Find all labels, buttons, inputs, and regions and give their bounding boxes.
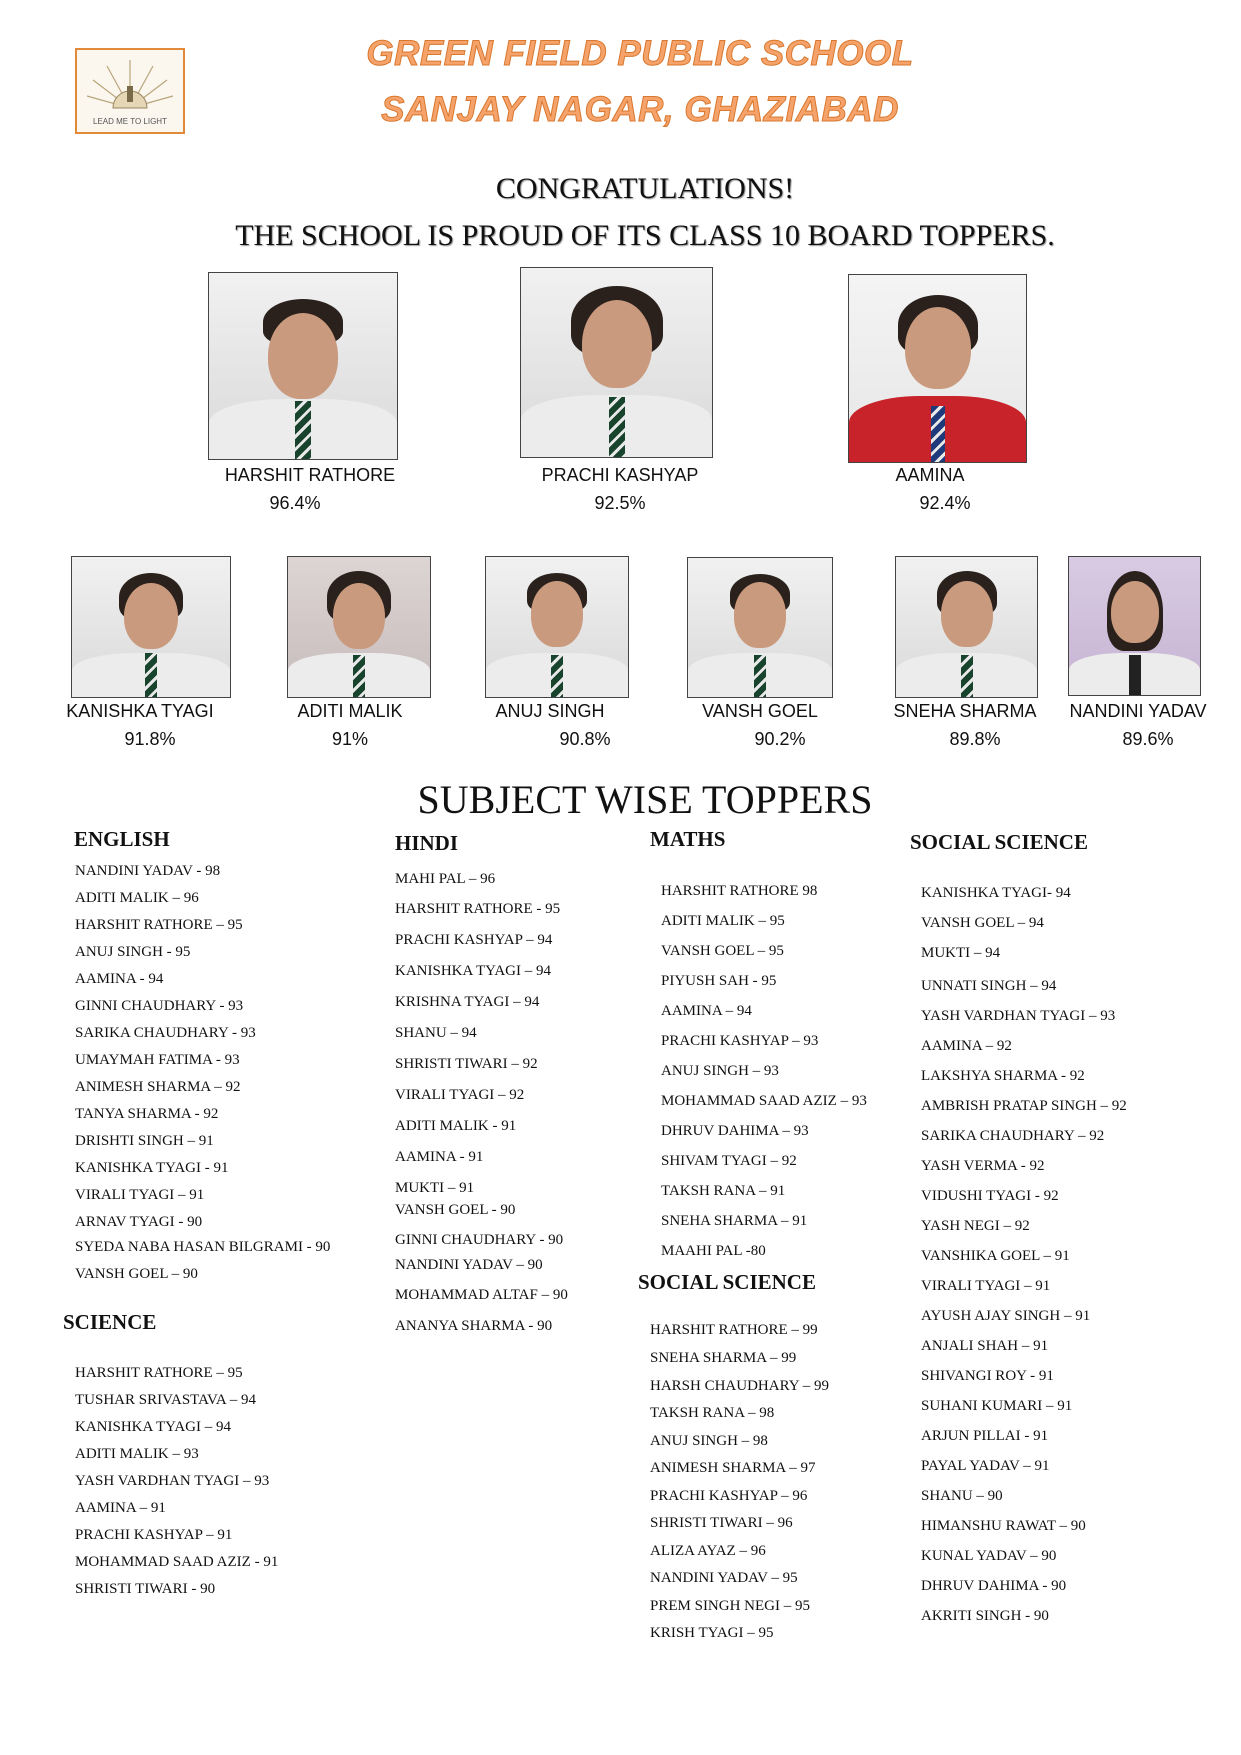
topper-entry: KANISHKA TYAGI- 94: [921, 885, 1071, 901]
topper-photo: [1068, 556, 1201, 696]
topper-entry: SHRISTI TIWARI - 90: [75, 1581, 216, 1597]
topper-entry: YASH NEGI – 92: [921, 1218, 1030, 1234]
topper-entry: VANSH GOEL – 95: [661, 943, 784, 959]
topper-entry: AKRITI SINGH - 90: [921, 1608, 1049, 1624]
topper-entry: HARSHIT RATHORE – 95: [75, 1365, 243, 1381]
school-address: SANJAY NAGAR, GHAZIABAD: [381, 90, 899, 129]
topper-entry: ADITI MALIK - 91: [395, 1118, 517, 1134]
topper-entry: SARIKA CHAUDHARY – 92: [921, 1128, 1105, 1144]
topper-name: ANUJ SINGH: [495, 701, 605, 721]
topper-score: 96.4%: [269, 493, 321, 513]
topper-entry: KRISHNA TYAGI – 94: [395, 994, 540, 1010]
topper-photo: [848, 274, 1027, 463]
topper-entry: GINNI CHAUDHARY - 93: [75, 998, 244, 1014]
topper-entry: HARSHIT RATHORE - 95: [395, 901, 561, 917]
topper-entry: AYUSH AJAY SINGH – 91: [921, 1308, 1091, 1324]
topper-entry: YASH VARDHAN TYAGI – 93: [921, 1008, 1116, 1024]
topper-entry: ANUJ SINGH – 98: [650, 1433, 768, 1449]
topper-entry: DRISHTI SINGH – 91: [75, 1133, 214, 1149]
topper-photo: [895, 556, 1038, 698]
topper-entry: VIRALI TYAGI – 91: [75, 1187, 205, 1203]
topper-entry: VANSH GOEL - 90: [395, 1202, 516, 1218]
school-logo: [75, 48, 185, 134]
topper-entry: SHIVANGI ROY - 91: [921, 1368, 1054, 1384]
topper-entry: SHRISTI TIWARI – 96: [650, 1515, 793, 1531]
topper-entry: KANISHKA TYAGI - 91: [75, 1160, 229, 1176]
topper-entry: HARSHIT RATHORE – 99: [650, 1322, 818, 1338]
topper-entry: ANIMESH SHARMA – 92: [75, 1079, 241, 1095]
topper-entry: ANUJ SINGH – 93: [661, 1063, 779, 1079]
topper-entry: TUSHAR SRIVASTAVA – 94: [75, 1392, 256, 1408]
topper-entry: HARSHIT RATHORE 98: [661, 883, 818, 899]
subject-wise-heading: SUBJECT WISE TOPPERS: [417, 777, 873, 822]
topper-score: 91.8%: [124, 729, 176, 749]
topper-name: HARSHIT RATHORE: [224, 465, 396, 485]
topper-entry: ANJALI SHAH – 91: [921, 1338, 1049, 1354]
topper-entry: PREM SINGH NEGI – 95: [650, 1598, 811, 1614]
topper-photo: [520, 267, 713, 458]
topper-score: 92.5%: [594, 493, 646, 513]
topper-entry: SNEHA SHARMA – 99: [650, 1350, 797, 1366]
topper-entry: ARJUN PILLAI - 91: [921, 1428, 1049, 1444]
topper-entry: AAMINA - 94: [75, 971, 164, 987]
topper-entry: DHRUV DAHIMA - 90: [921, 1578, 1067, 1594]
topper-entry: SYEDA NABA HASAN BILGRAMI - 90: [75, 1239, 331, 1255]
topper-entry: ADITI MALIK – 93: [75, 1446, 199, 1462]
topper-entry: SUHANI KUMARI – 91: [921, 1398, 1073, 1414]
topper-entry: HARSH CHAUDHARY – 99: [650, 1378, 830, 1394]
topper-entry: PRACHI KASHYAP – 91: [75, 1527, 233, 1543]
topper-entry: AAMINA – 92: [921, 1038, 1012, 1054]
topper-entry: ANANYA SHARMA - 90: [395, 1318, 553, 1334]
topper-entry: KANISHKA TYAGI – 94: [395, 963, 551, 979]
topper-entry: ADITI MALIK – 95: [661, 913, 785, 929]
topper-entry: NANDINI YADAV – 95: [650, 1570, 798, 1586]
topper-entry: MUKTI – 94: [921, 945, 1001, 961]
topper-entry: MAHI PAL – 96: [395, 871, 496, 887]
topper-entry: VIRALI TYAGI – 91: [921, 1278, 1051, 1294]
topper-entry: MUKTI – 91: [395, 1180, 475, 1196]
topper-entry: ANUJ SINGH - 95: [75, 944, 191, 960]
topper-photo: [71, 556, 231, 698]
topper-entry: SHRISTI TIWARI – 92: [395, 1056, 538, 1072]
topper-entry: GINNI CHAUDHARY - 90: [395, 1232, 564, 1248]
topper-score: 89.6%: [1122, 729, 1174, 749]
topper-entry: VANSH GOEL – 94: [921, 915, 1044, 931]
topper-entry: VANSHIKA GOEL – 91: [921, 1248, 1070, 1264]
congratulations-heading: CONGRATULATIONS!: [495, 172, 795, 205]
topper-photo: [208, 272, 398, 460]
topper-entry: VIRALI TYAGI – 92: [395, 1087, 525, 1103]
topper-entry: PAYAL YADAV – 91: [921, 1458, 1050, 1474]
topper-entry: AAMINA – 94: [661, 1003, 752, 1019]
topper-entry: SHANU – 90: [921, 1488, 1003, 1504]
topper-entry: NANDINI YADAV – 90: [395, 1257, 543, 1273]
topper-entry: PRACHI KASHYAP – 94: [395, 932, 553, 948]
topper-name: VANSH GOEL: [702, 701, 818, 721]
topper-name: NANDINI YADAV: [1069, 701, 1207, 721]
topper-photo: [287, 556, 431, 698]
topper-score: 91%: [331, 729, 369, 749]
topper-name: ADITI MALIK: [297, 701, 403, 721]
topper-entry: YASH VERMA - 92: [921, 1158, 1045, 1174]
topper-entry: MOHAMMAD SAAD AZIZ – 93: [661, 1093, 867, 1109]
topper-entry: TAKSH RANA – 98: [650, 1405, 775, 1421]
proud-subheading: THE SCHOOL IS PROUD OF ITS CLASS 10 BOARD TOPPERS.: [235, 219, 1055, 252]
school-name: GREEN FIELD PUBLIC SCHOOL: [366, 34, 914, 73]
topper-entry: NANDINI YADAV - 98: [75, 863, 221, 879]
topper-entry: SNEHA SHARMA – 91: [661, 1213, 808, 1229]
topper-entry: KRISH TYAGI – 95: [650, 1625, 774, 1641]
topper-entry: PIYUSH SAH - 95: [661, 973, 777, 989]
topper-entry: DHRUV DAHIMA – 93: [661, 1123, 809, 1139]
subject-title-hindi: HINDI: [395, 831, 459, 855]
topper-score: 89.8%: [949, 729, 1001, 749]
topper-entry: ADITI MALIK – 96: [75, 890, 199, 906]
topper-entry: HARSHIT RATHORE – 95: [75, 917, 243, 933]
topper-name: KANISHKA TYAGI: [66, 701, 214, 721]
topper-entry: YASH VARDHAN TYAGI – 93: [75, 1473, 270, 1489]
topper-name: SNEHA SHARMA: [893, 701, 1037, 721]
topper-entry: AAMINA – 91: [75, 1500, 166, 1516]
topper-entry: LAKSHYA SHARMA - 92: [921, 1068, 1085, 1084]
topper-entry: KANISHKA TYAGI – 94: [75, 1419, 231, 1435]
topper-entry: HIMANSHU RAWAT – 90: [921, 1518, 1086, 1534]
topper-entry: SHIVAM TYAGI – 92: [661, 1153, 797, 1169]
topper-entry: MOHAMMAD SAAD AZIZ - 91: [75, 1554, 279, 1570]
topper-score: 90.8%: [559, 729, 611, 749]
topper-entry: VIDUSHI TYAGI - 92: [921, 1188, 1059, 1204]
topper-name: AAMINA: [895, 465, 965, 485]
topper-entry: MOHAMMAD ALTAF – 90: [395, 1287, 568, 1303]
subject-title-social-science: SOCIAL SCIENCE: [910, 830, 1088, 854]
subject-title-social-science: SOCIAL SCIENCE: [638, 1270, 816, 1294]
logo-motto: LEAD ME TO LIGHT: [93, 117, 167, 126]
topper-entry: ANIMESH SHARMA – 97: [650, 1460, 816, 1476]
topper-name: PRACHI KASHYAP: [541, 465, 699, 485]
topper-entry: ARNAV TYAGI - 90: [75, 1214, 203, 1230]
topper-score: 90.2%: [754, 729, 806, 749]
topper-entry: SHANU – 94: [395, 1025, 477, 1041]
topper-entry: KUNAL YADAV – 90: [921, 1548, 1057, 1564]
topper-entry: ALIZA AYAZ – 96: [650, 1543, 766, 1559]
subject-title-english: ENGLISH: [74, 827, 170, 851]
topper-entry: AAMINA - 91: [395, 1149, 484, 1165]
topper-entry: MAAHI PAL -80: [661, 1243, 766, 1259]
topper-entry: PRACHI KASHYAP – 96: [650, 1488, 808, 1504]
topper-entry: UMAYMAH FATIMA - 93: [75, 1052, 240, 1068]
subject-title-science: SCIENCE: [63, 1310, 157, 1334]
sunrise-emblem-icon: [77, 56, 183, 116]
topper-photo: [485, 556, 629, 698]
topper-entry: TANYA SHARMA - 92: [75, 1106, 219, 1122]
topper-entry: TAKSH RANA – 91: [661, 1183, 786, 1199]
subject-title-maths: MATHS: [650, 827, 726, 851]
topper-entry: SARIKA CHAUDHARY - 93: [75, 1025, 256, 1041]
topper-entry: PRACHI KASHYAP – 93: [661, 1033, 819, 1049]
topper-entry: UNNATI SINGH – 94: [921, 978, 1057, 994]
topper-entry: AMBRISH PRATAP SINGH – 92: [921, 1098, 1127, 1114]
topper-score: 92.4%: [919, 493, 971, 513]
topper-photo: [687, 557, 833, 698]
topper-entry: VANSH GOEL – 90: [75, 1266, 198, 1282]
